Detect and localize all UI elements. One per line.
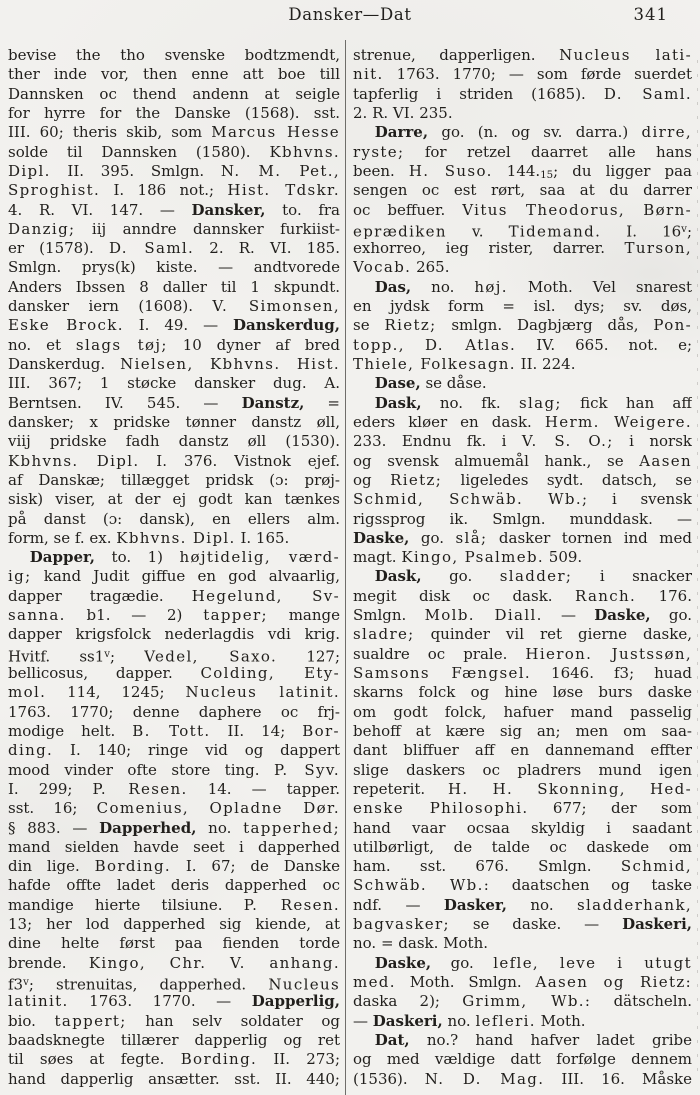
text-line: Daske, go. lefle, leve i utugt (374, 953, 692, 972)
text-line: no. et slags tøj; 10 dyner af bred (8, 335, 340, 354)
text-line: III. 60; theris skib, som Marcus Hesse (8, 123, 340, 142)
text-line: Smlgn. Molb. Diall. — Daske, go. (353, 606, 692, 625)
text-line: rigssprog ik. Smlgn. munddask. — (353, 509, 692, 528)
text-line: ding. I. 140; ringe vid og dappert (8, 741, 340, 760)
text-line: din lige. Bording. I. 67; de Danske (8, 857, 340, 876)
text-line: (1536). N. D. Mag. III. 16. Måske (353, 1069, 692, 1088)
text-line: sst. 16; Comenius, Opladne Dør. (8, 799, 340, 818)
text-line: ig; kand Judit giffue en god alvaarlig, (8, 567, 340, 586)
text-line: ndf. — Dasker, no. sladderhank, (353, 895, 692, 914)
text-line: daska 2); Grimm, Wb.: dätscheln. (353, 992, 692, 1011)
text-line: dant bliffuer aff en dannemand effter (353, 741, 692, 760)
text-line: Samsons Fængsel. 1646. f3; huad (353, 664, 692, 682)
text-line: behoff at kære sig an; men om saa- (353, 721, 692, 740)
text-line: mandige hierte tilsiune. P. Resen. (8, 895, 340, 914)
text-line: dansker iern (1608). V. Simonsen, (8, 297, 340, 316)
text-line: tapferlig i striden (1685). D. Saml. (353, 84, 692, 103)
text-line: Dask, go. sladder; i snacker (374, 567, 692, 586)
text-line: dapper krigsfolck nederlagdis vdi krig. (8, 625, 340, 644)
running-title: Dansker—Dat (288, 5, 412, 24)
text-line: Daske, go. slå; dasker tornen ind med (353, 528, 692, 547)
text-line: Vocab. 265. (353, 258, 450, 277)
text-line: dansker; x pridske tønner danstz øll, (8, 412, 340, 431)
text-line: 13; her lod dapperhed sig kiende, at (8, 915, 340, 934)
text-line: been. H. Suso. 144.15; du ligger paa (353, 161, 692, 181)
text-line: magt. Kingo, Psalmeb. 509. (353, 548, 583, 567)
text-line: Hvitf. ss1$^v$; Vedel, Saxo. 127; (8, 647, 340, 664)
page-header (0, 5, 700, 29)
text-line: om godt folck, hafuer mand passelig (353, 702, 692, 721)
text-line: bellicosus, dapper. Colding, Ety- (8, 664, 340, 682)
right-column (353, 46, 692, 1089)
text-line: til søes at fegte. Bording. II. 273; (8, 1050, 340, 1069)
text-line: dapper tragædie. Hegelund, Sv- (8, 586, 340, 605)
page-number: 341 (633, 5, 668, 24)
text-line: for hyrre for the Danske (1568). sst. (8, 103, 340, 122)
text-line: hand dapperlig ansætter. sst. II. 440; (8, 1069, 340, 1088)
left-column (8, 46, 340, 1089)
text-line: brende. Kingo, Chr. V. anhang. (8, 953, 340, 972)
text-line: 2. R. VI. 235. (353, 103, 453, 122)
text-line: hand vaar ocsaa skyldig i saadant (353, 818, 692, 837)
text-line: sisk) viser, at der ej godt kan tænkes (8, 490, 340, 509)
text-line: slige daskers oc pladrers mund igen (353, 760, 692, 779)
text-line: megit disk oc dask. Ranch. 176. (353, 586, 692, 605)
text-line: Sproghist. I. 186 not.; Hist. Tdskr. (8, 181, 340, 200)
text-line: enske Philosophi. 677; der som (353, 799, 692, 818)
text-line: Dipl. II. 395. Smlgn. N. M. Pet., (8, 161, 340, 180)
text-line: Thiele, Folkesagn. II. 224. (353, 355, 576, 373)
text-line: ham. sst. 676. Smlgn. Schmid, (353, 857, 692, 876)
text-line: en jydsk form = isl. dys; sv. døs, (353, 297, 692, 316)
text-line: Dapper, to. 1) højtidelig, værd- (29, 548, 340, 567)
text-line: Smlgn. prys(k) kiste. — andtvorede (8, 258, 340, 277)
column-divider-rule (345, 40, 346, 1095)
text-line: Darre, go. (n. og sv. darra.) dirre, (374, 123, 692, 142)
text-line: og Rietz; ligeledes sydt. datsch, se (353, 470, 692, 489)
text-line: bio. tappert; han selv soldater og (8, 1011, 340, 1030)
text-line: modige helt. B. Tott. II. 14; Bor- (8, 721, 340, 740)
text-line: latinit. 1763. 1770. — Dapperlig, (8, 992, 340, 1011)
text-line: strenue, dapperligen. Nucleus lati- (353, 46, 692, 64)
text-line: og svensk almuemål hank., se Aasen (353, 451, 692, 470)
text-line: Kbhvns. Dipl. I. 376. Vistnok ejef. (8, 451, 340, 470)
text-line: med. Moth. Smlgn. Aasen og Rietz: (353, 973, 692, 991)
text-line: Dannsken oc thend andenn at seigle (8, 84, 340, 103)
text-line: bagvasker; se daske. — Daskeri, (353, 915, 692, 934)
text-line: 1763. 1770; denne daphere oc frj- (8, 702, 340, 721)
text-line: viij pridske fadh danstz øll (1530). (8, 432, 340, 451)
text-line: mood vinder ofte store ting. P. Syv. (8, 760, 340, 779)
text-line: Eske Brock. I. 49. — Danskerdug, (8, 316, 340, 335)
text-line: topp., D. Atlas. IV. 665. not. e; (353, 335, 692, 354)
text-line: mol. 114, 1245; Nucleus latinit. (8, 683, 340, 702)
text-line: I. 299; P. Resen. 14. — tapper. (8, 779, 340, 798)
text-line: — Daskeri, no. lefleri. Moth. (353, 1011, 586, 1030)
text-line: f3$^v$; strenuitas, dapperhed. Nucleus (8, 975, 340, 993)
text-line: på danst (ɔ: dansk), en ellers alm. (8, 509, 340, 528)
text-line: exhorreo, ieg rister, darrer. Turson, (353, 239, 692, 258)
text-line: er (1578). D. Saml. 2. R. VI. 185. (8, 239, 340, 258)
text-line: Dat, no.? hand hafver ladet gribe (374, 1030, 692, 1049)
text-line: skarns folck og hine løse burs daske (353, 683, 692, 702)
text-line: og med vældige datt forfølge dennem (353, 1050, 692, 1069)
text-line: ther inde vor, then enne att boe till (8, 65, 340, 84)
text-line: hafde offte ladet deris dapperhed oc (8, 876, 340, 895)
text-line: Anders Ibssen 8 daller til 1 skpundt. (8, 277, 340, 296)
text-line: form, se f. ex. Kbhvns. Dipl. I. 165. (8, 528, 290, 547)
text-line: sanna. b1. — 2) tapper; mange (8, 606, 340, 625)
text-line: af Danskæ; tillægget pridsk (ɔ: prøj- (8, 470, 340, 489)
text-line: Schwäb. Wb.: daatschen og taske (353, 876, 692, 895)
text-line: sualdre oc prale. Hieron. Justssøn, (353, 644, 692, 663)
text-line: eprædiken v. Tidemand. I. 16$^v$; (353, 222, 692, 240)
text-line: Dask, no. fk. slag; fick han aff (374, 393, 692, 412)
text-line: Dase, se dåse. (374, 374, 487, 393)
text-line: eders kløer en dask. Herm. Weigere. (353, 412, 692, 431)
text-line: 4. R. VI. 147. — Dansker, to. fra (8, 200, 340, 219)
text-line: ryste; for retzel daarret alle hans (353, 142, 692, 161)
text-line: Das, no. høj. Moth. Vel snarest (374, 277, 692, 296)
text-line: sengen oc est rørt, saa at du darrer (353, 181, 692, 200)
scan-edge-artifact (697, 60, 698, 1075)
text-line: Danzig; iij anndre dannsker furkiist- (8, 219, 340, 238)
text-line: no. = dask. Moth. (353, 934, 489, 953)
text-line: baadsknegte tillærer dapperlig og ret (8, 1030, 340, 1049)
text-line: utilbørligt, de talde oc daskede om (353, 837, 692, 856)
text-line: Schmid, Schwäb. Wb.; i svensk (353, 490, 692, 509)
text-line: repeterit. H. H. Skonning, Hed- (353, 779, 692, 798)
text-line: oc beffuer. Vitus Theodorus, Børn- (353, 200, 692, 219)
text-line: Berntsen. IV. 545. — Danstz, = (8, 393, 340, 412)
text-line: se Rietz; smlgn. Dagbjærg dås, Pon- (353, 316, 692, 335)
text-line: 233. Endnu fk. i V. S. O.; i norsk (353, 432, 692, 451)
text-line: solde til Dannsken (1580). Kbhvns. (8, 142, 340, 161)
text-line: Danskerdug. Nielsen, Kbhvns. Hist. (8, 355, 340, 373)
text-line: bevise the tho svenske bodtzmendt, (8, 46, 340, 64)
text-line: sladre; quinder vil ret gierne daske, (353, 625, 692, 644)
text-line: § 883. — Dapperhed, no. tapperhed; (8, 818, 340, 837)
text-line: mand sielden havde seet i dapperhed (8, 837, 340, 856)
text-line: nit. 1763. 1770; — som førde suerdet (353, 65, 692, 84)
text-line: dine helte først paa fienden torde (8, 934, 340, 953)
text-line: III. 367; 1 støcke dansker dug. A. (8, 374, 340, 393)
